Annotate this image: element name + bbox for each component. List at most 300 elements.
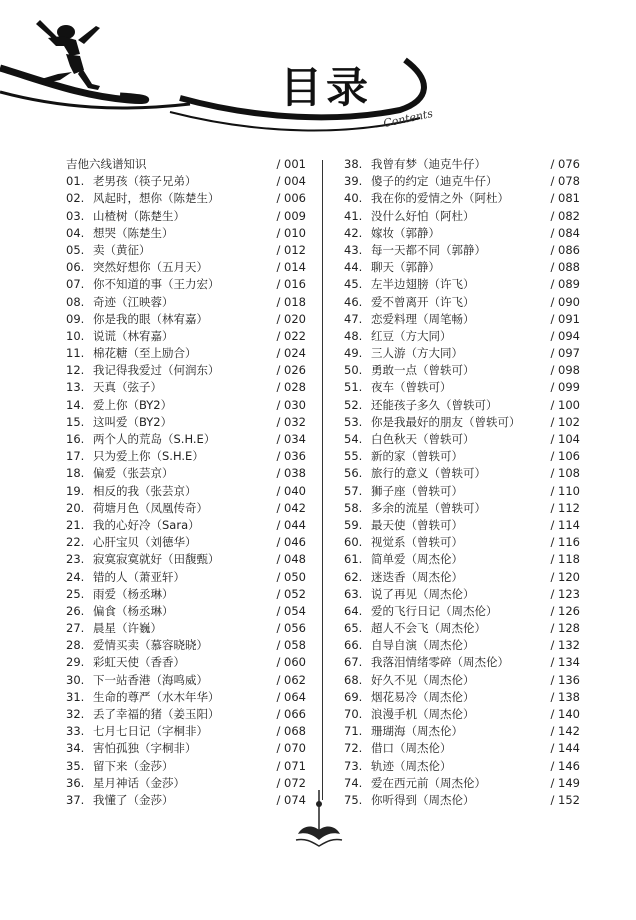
toc-entry-number: 69.: [344, 689, 363, 704]
toc-entry-title: 你听得到（周杰伦）: [371, 792, 475, 807]
toc-entry-number: 22.: [66, 535, 85, 550]
toc-entry: [344, 483, 580, 500]
toc-entry-page: / 081: [550, 191, 580, 206]
toc-entry-page: / 028: [276, 380, 306, 395]
toc-entry-number: 67.: [344, 655, 363, 670]
toc-entry: [344, 500, 580, 517]
toc-entry-number: 42.: [344, 225, 363, 240]
toc-entry: [66, 379, 306, 396]
toc-entry: [344, 242, 580, 259]
toc-entry-title: 视觉系（曾轶可）: [371, 535, 463, 550]
toc-entry-title: 我落泪情绪零碎（周杰伦）: [371, 655, 509, 670]
toc-entry: [344, 208, 580, 225]
toc-entry-number: 09.: [66, 311, 85, 326]
toc-entry-page: / 094: [550, 328, 580, 343]
toc-entry-number: 68.: [344, 672, 363, 687]
toc-entry-page: / 112: [550, 500, 580, 515]
toc-entry-page: / 149: [550, 775, 580, 790]
toc-entry-page: / 078: [550, 174, 580, 189]
toc-entry-title: 勇敢一点（曾轶可）: [371, 363, 475, 378]
toc-entry-page: / 032: [276, 414, 306, 429]
toc-entry-title: 留下来（金莎）: [93, 758, 174, 773]
toc-entry-page: / 014: [276, 260, 306, 275]
toc-entry-title: 雨爱（杨丞琳）: [93, 586, 174, 601]
toc-entry-number: 35.: [66, 758, 85, 773]
toc-entry-title: 说了再见（周杰伦）: [371, 586, 475, 601]
toc-entry: [66, 569, 306, 586]
toc-entry-page: / 060: [276, 655, 306, 670]
header: [0, 0, 636, 150]
toc-entry: [344, 190, 580, 207]
toc-entry: [66, 397, 306, 414]
toc-entry-page: / 026: [276, 363, 306, 378]
toc-entry-number: 45.: [344, 277, 363, 292]
toc-entry-page: / 123: [550, 586, 580, 601]
toc-entry-title: 珊瑚海（周杰伦）: [371, 724, 463, 739]
page-title: 目录: [280, 63, 373, 112]
toc-entry-title: 想哭（陈楚生）: [93, 225, 174, 240]
toc-entry-title: 寂寞寂寞就好（田馥甄）: [93, 552, 220, 567]
toc-entry-title: 浪漫手机（周杰伦）: [371, 707, 475, 721]
toc-entry-title: 两个人的荒岛（S.H.E）: [93, 432, 216, 446]
toc-entry-number: 17.: [66, 449, 85, 464]
toc-entry-title: 山楂树（陈楚生）: [93, 208, 185, 223]
toc-entry-page: / 024: [276, 346, 306, 361]
toc-entry-page: / 038: [276, 466, 306, 481]
toc-entry-number: 16.: [66, 432, 85, 446]
toc-entry-number: 26.: [66, 603, 85, 618]
toc-entry-number: 56.: [344, 466, 363, 481]
toc-entry-title: 偏爱（张芸京）: [93, 466, 174, 481]
toc-entry-title: 没什么好怕（阿杜）: [371, 208, 475, 223]
toc-entry-title: 突然好想你（五月天）: [93, 260, 208, 275]
toc-entry: [66, 225, 306, 242]
toc-entry-page: / 040: [276, 483, 306, 498]
toc-entry: [66, 465, 306, 482]
toc-entry-title: 奇迹（江映蓉）: [93, 294, 174, 309]
toc-entry-page: / 042: [276, 500, 306, 515]
toc-entry-number: 18.: [66, 466, 85, 481]
toc-entry-number: 03.: [66, 208, 85, 223]
toc-entry-number: 10.: [66, 328, 85, 343]
toc-entry-number: 14.: [66, 397, 85, 412]
toc-entry-page: / 064: [276, 689, 306, 704]
skater-figure-icon: [36, 20, 100, 90]
toc-entry-number: 55.: [344, 449, 363, 464]
toc-entry-title: 我曾有梦（迪克牛仔）: [371, 157, 486, 171]
toc-entry-page: / 006: [276, 191, 306, 206]
toc-entry: [66, 706, 306, 723]
toc-entry-page: / 058: [276, 638, 306, 653]
toc-entry: [344, 551, 580, 568]
toc-entry-title: 轨迹（周杰伦）: [371, 758, 452, 773]
toc-entry-page: / 012: [276, 242, 306, 257]
toc-entry: [66, 362, 306, 379]
toc-entry: [66, 637, 306, 654]
toc-entry-title: 吉他六线谱知识: [66, 157, 147, 171]
toc-entry-page: / 016: [276, 277, 306, 292]
toc-entry-number: 15.: [66, 414, 85, 429]
toc-entry-number: 75.: [344, 792, 363, 807]
toc-entry: [66, 173, 306, 190]
toc-entry: [66, 208, 306, 225]
toc-entry-number: 44.: [344, 260, 363, 275]
toc-entry-title: 七月七日记（字桐非）: [93, 724, 208, 739]
toc-entry-title: 我记得我爱过（何润东）: [93, 363, 220, 378]
toc-entry-title: 错的人（萧亚轩）: [93, 569, 185, 584]
toc-entry-page: / 068: [276, 724, 306, 739]
toc-entry-page: / 034: [276, 432, 306, 446]
toc-left-column: [66, 156, 306, 809]
toc-entry-number: 64.: [344, 603, 363, 618]
toc-entry-title: 烟花易冷（周杰伦）: [371, 689, 475, 704]
toc-entry: [66, 620, 306, 637]
toc-entry: [66, 311, 306, 328]
toc-entry: [66, 500, 306, 517]
toc-entry: [344, 723, 580, 740]
toc-entry: [344, 740, 580, 757]
toc-entry-page: / 126: [550, 603, 580, 618]
toc-entry-page: / 010: [276, 225, 306, 240]
toc-entry: [344, 397, 580, 414]
toc-entry-title: 白色秋天（曾轶可）: [371, 432, 475, 446]
toc-entry-page: / 089: [550, 277, 580, 292]
toc-entry-number: 20.: [66, 500, 85, 515]
toc-entry-number: 66.: [344, 638, 363, 653]
toc-entry-number: 52.: [344, 397, 363, 412]
toc-entry-number: 02.: [66, 191, 85, 206]
toc-entry-number: 11.: [66, 346, 85, 361]
toc-entry: [66, 672, 306, 689]
toc-entry-title: 爱在西元前（周杰伦）: [371, 775, 486, 790]
toc-entry-title: 卖（黄征）: [93, 242, 151, 257]
toc-entry-number: 39.: [344, 174, 363, 189]
toc-entry-page: / 074: [276, 792, 306, 807]
toc-entry-title: 聊天（郭静）: [371, 260, 440, 275]
toc-entry-number: 19.: [66, 483, 85, 498]
toc-entry-title: 简单爱（周杰伦）: [371, 552, 463, 567]
toc-entry: [66, 792, 306, 809]
toc-entry-title: 每一天都不同（郭静）: [371, 242, 486, 257]
toc-entry-number: 34.: [66, 741, 85, 756]
toc-entry-page: / 152: [550, 792, 580, 807]
toc-entry: [344, 448, 580, 465]
toc-entry-number: 50.: [344, 363, 363, 378]
toc-entry-page: / 134: [550, 655, 580, 670]
toc-entry-title: 左半边翅膀（许飞）: [371, 277, 475, 292]
toc-entry-page: / 138: [550, 689, 580, 704]
toc-right-column: [344, 156, 580, 809]
toc-entry-number: 48.: [344, 328, 363, 343]
toc-entry-number: 72.: [344, 741, 363, 756]
toc-entry-number: 33.: [66, 724, 85, 739]
toc-entry-title: 自导自演（周杰伦）: [371, 638, 475, 653]
toc-entry: [344, 362, 580, 379]
toc-entry-number: 29.: [66, 655, 85, 670]
toc-entry-title: 红豆（方大同）: [371, 328, 452, 343]
toc-entry-title: 你是我最好的朋友（曾轶可）: [371, 414, 521, 429]
toc-entry-page: / 062: [276, 672, 306, 687]
toc-entry: [344, 431, 580, 448]
toc-entry: [66, 586, 306, 603]
toc-entry-page: / 009: [276, 208, 306, 223]
toc-entry-page: / 118: [550, 552, 580, 567]
toc-entry: [344, 294, 580, 311]
toc-entry-title: 爱的飞行日记（周杰伦）: [371, 603, 498, 618]
toc-entry: [344, 775, 580, 792]
toc-entry: [66, 740, 306, 757]
toc-entry-page: / 020: [276, 311, 306, 326]
toc-entry: [344, 156, 580, 173]
toc-entry-page: / 128: [550, 621, 580, 636]
toc-entry-title: 下一站香港（海鸣威）: [93, 672, 208, 687]
toc-entry-number: 61.: [344, 552, 363, 567]
toc-entry-number: 63.: [344, 586, 363, 601]
toc-entry-number: 73.: [344, 758, 363, 773]
toc-entry-title: 超人不会飞（周杰伦）: [371, 621, 486, 636]
toc-entry-page: / 106: [550, 449, 580, 464]
toc-entry-title: 爱情买卖（慕容晓晓）: [93, 638, 208, 653]
toc-entry: [344, 534, 580, 551]
toc-entry-title: 丢了幸福的猪（姜玉阳）: [93, 707, 220, 721]
toc-entry-number: 49.: [344, 346, 363, 361]
toc-entry-number: 06.: [66, 260, 85, 275]
toc-entry-number: 13.: [66, 380, 85, 395]
toc-entry: [344, 637, 580, 654]
toc-entry-page: / 022: [276, 328, 306, 343]
toc-entry-number: 46.: [344, 294, 363, 309]
toc-entry-title: 星月神话（金莎）: [93, 775, 185, 790]
toc-entry: [344, 620, 580, 637]
toc-entry-page: / 099: [550, 380, 580, 395]
toc-entry-number: 27.: [66, 621, 85, 636]
toc-entry-number: 28.: [66, 638, 85, 653]
toc-entry-title: 彩虹天使（香香）: [93, 655, 185, 670]
toc-entry-title: 最天使（曾轶可）: [371, 517, 463, 532]
toc-entry-number: 07.: [66, 277, 85, 292]
toc-entry-number: 38.: [344, 157, 363, 171]
toc-entry-page: / 004: [276, 174, 306, 189]
toc-entry-page: / 072: [276, 775, 306, 790]
toc-entry: [66, 758, 306, 775]
toc-entry: [66, 431, 306, 448]
toc-entry-title: 爱不曾离开（许飞）: [371, 294, 475, 309]
toc-entry-number: 60.: [344, 535, 363, 550]
toc-entry-title: 相反的我（张芸京）: [93, 483, 197, 498]
toc-entry-title: 多余的流星（曾轶可）: [371, 500, 486, 515]
toc-entry-page: / 088: [550, 260, 580, 275]
toc-entry-title: 狮子座（曾轶可）: [371, 483, 463, 498]
toc-entry: [66, 242, 306, 259]
toc-entry-number: 58.: [344, 500, 363, 515]
toc-entry-title: 风起时，想你（陈楚生）: [93, 191, 220, 206]
toc-entry-title: 天真（弦子）: [93, 380, 162, 395]
toc-entry-number: 04.: [66, 225, 85, 240]
toc-entry-page: / 056: [276, 621, 306, 636]
toc-entry: [66, 723, 306, 740]
toc-entry: [344, 586, 580, 603]
toc-entry-number: 51.: [344, 380, 363, 395]
toc-entry-page: / 104: [550, 432, 580, 446]
toc-entry-title: 我在你的爱情之外（阿杜）: [371, 191, 509, 206]
toc-entry: [344, 311, 580, 328]
toc-entry-page: / 108: [550, 466, 580, 481]
toc-entry: [66, 190, 306, 207]
toc-entry: [66, 156, 306, 173]
toc-entry-page: / 018: [276, 294, 306, 309]
toc-entry-title: 这叫爱（BY2）: [93, 414, 173, 429]
toc-entry: [66, 414, 306, 431]
toc-entry-title: 害怕孤独（字桐非）: [93, 741, 197, 756]
page-subtitle: Contents: [382, 106, 435, 131]
toc-entry-number: 47.: [344, 311, 363, 326]
toc-entry-number: 37.: [66, 792, 85, 807]
toc-entry-page: / 136: [550, 672, 580, 687]
toc-entry-title: 只为爱上你（S.H.E）: [93, 449, 204, 464]
toc-entry-number: 71.: [344, 724, 363, 739]
toc-entry-number: 41.: [344, 208, 363, 223]
toc-entry: [344, 689, 580, 706]
toc-entry-number: 74.: [344, 775, 363, 790]
toc-entry-page: / 044: [276, 517, 306, 532]
toc-entry-number: 31.: [66, 689, 85, 704]
toc-entry-number: 59.: [344, 517, 363, 532]
toc-entry: [344, 345, 580, 362]
toc-entry-number: 65.: [344, 621, 363, 636]
toc-entry: [344, 173, 580, 190]
toc-entry: [66, 345, 306, 362]
toc-entry-number: 36.: [66, 775, 85, 790]
toc-entry-title: 你不知道的事（王力宏）: [93, 277, 220, 292]
toc-entry-title: 心肝宝贝（刘德华）: [93, 535, 197, 550]
toc-entry-title: 嫁妆（郭静）: [371, 225, 440, 240]
toc-entry: [66, 517, 306, 534]
toc-entry-page: / 066: [276, 707, 306, 721]
toc-entry-title: 我懂了（金莎）: [93, 792, 174, 807]
toc-entry-page: / 100: [550, 397, 580, 412]
toc-entry-page: / 030: [276, 397, 306, 412]
toc-entry-page: / 050: [276, 569, 306, 584]
toc-entry: [344, 259, 580, 276]
toc-entry-page: / 102: [550, 414, 580, 429]
toc-entry-page: / 120: [550, 569, 580, 584]
toc-entry-page: / 036: [276, 449, 306, 464]
toc-entry-title: 借口（周杰伦）: [371, 741, 452, 756]
toc-entry-title: 新的家（曾轶可）: [371, 449, 463, 464]
toc-entry: [66, 654, 306, 671]
toc-entry-page: / 071: [276, 758, 306, 773]
toc-entry-title: 三人游（方大同）: [371, 346, 463, 361]
toc-entry-number: 43.: [344, 242, 363, 257]
toc-entry: [66, 276, 306, 293]
toc-entry-number: 54.: [344, 432, 363, 446]
toc-entry: [66, 448, 306, 465]
toc-entry-number: 12.: [66, 363, 85, 378]
toc-entry-page: / 142: [550, 724, 580, 739]
toc-entry-page: / 091: [550, 311, 580, 326]
toc-entry: [344, 758, 580, 775]
toc-entry-page: / 144: [550, 741, 580, 756]
toc-entry: [66, 483, 306, 500]
toc-entry-title: 迷迭香（周杰伦）: [371, 569, 463, 584]
toc-entry: [344, 225, 580, 242]
toc-entry: [344, 379, 580, 396]
toc-entry: [66, 534, 306, 551]
toc-entry-title: 棉花糖（至上励合）: [93, 346, 197, 361]
toc-entry-number: 21.: [66, 517, 85, 532]
toc-entry-page: / 048: [276, 552, 306, 567]
toc-entry-number: 40.: [344, 191, 363, 206]
toc-entry-title: 说谎（林宥嘉）: [93, 328, 174, 343]
toc-entry-title: 好久不见（周杰伦）: [371, 672, 475, 687]
toc-entry-page: / 132: [550, 638, 580, 653]
toc-entry-page: / 110: [550, 483, 580, 498]
toc-entry: [344, 654, 580, 671]
toc-entry-title: 还能孩子多久（曾轶可）: [371, 397, 498, 412]
toc-entry-number: 32.: [66, 707, 85, 721]
toc-entry-page: / 084: [550, 225, 580, 240]
toc-entry: [66, 603, 306, 620]
toc-entry: [66, 775, 306, 792]
toc-entry: [344, 465, 580, 482]
toc-entry: [344, 517, 580, 534]
toc-entry-title: 恋爱料理（周笔畅）: [371, 311, 475, 326]
toc-entry: [66, 259, 306, 276]
toc-entry-page: / 052: [276, 586, 306, 601]
toc-entry-title: 晨星（许巍）: [93, 621, 162, 636]
toc-entry-page: / 146: [550, 758, 580, 773]
toc-entry-number: 01.: [66, 174, 85, 189]
toc-entry-title: 夜车（曾轶可）: [371, 380, 452, 395]
toc-entry-number: 05.: [66, 242, 85, 257]
toc-entry-number: 70.: [344, 707, 363, 721]
toc-entry: [344, 672, 580, 689]
toc-entry: [344, 792, 580, 809]
toc-entry-page: / 082: [550, 208, 580, 223]
toc-entry: [344, 414, 580, 431]
toc-entry-number: 57.: [344, 483, 363, 498]
toc-entry: [66, 294, 306, 311]
toc-entry: [344, 276, 580, 293]
toc-entry-page: / 001: [276, 157, 306, 171]
toc-entry-number: 62.: [344, 569, 363, 584]
toc-entry: [344, 328, 580, 345]
toc-entry-number: 25.: [66, 586, 85, 601]
toc-entry-page: / 086: [550, 242, 580, 257]
toc-entry-page: / 140: [550, 707, 580, 721]
toc-entry: [344, 569, 580, 586]
toc-entry-number: 24.: [66, 569, 85, 584]
toc-entry-title: 我的心好冷（Sara）: [93, 517, 200, 532]
toc-entry-page: / 116: [550, 535, 580, 550]
toc-entry-title: 旅行的意义（曾轶可）: [371, 466, 486, 481]
toc-entry-page: / 046: [276, 535, 306, 550]
column-divider: [322, 160, 323, 800]
toc-entry-page: / 090: [550, 294, 580, 309]
toc-entry: [66, 551, 306, 568]
ornament-icon: [292, 790, 346, 850]
toc-entry-title: 偏食（杨丞琳）: [93, 603, 174, 618]
toc-entry-title: 老男孩（筷子兄弟）: [93, 174, 197, 189]
toc-entry-title: 生命的尊严（水木年华）: [93, 689, 220, 704]
toc-entry-page: / 054: [276, 603, 306, 618]
toc-entry-number: 53.: [344, 414, 363, 429]
toc-entry: [344, 706, 580, 723]
toc-entry-number: 30.: [66, 672, 85, 687]
toc-entry: [344, 603, 580, 620]
toc-entry-page: / 098: [550, 363, 580, 378]
toc-entry-page: / 076: [550, 157, 580, 171]
